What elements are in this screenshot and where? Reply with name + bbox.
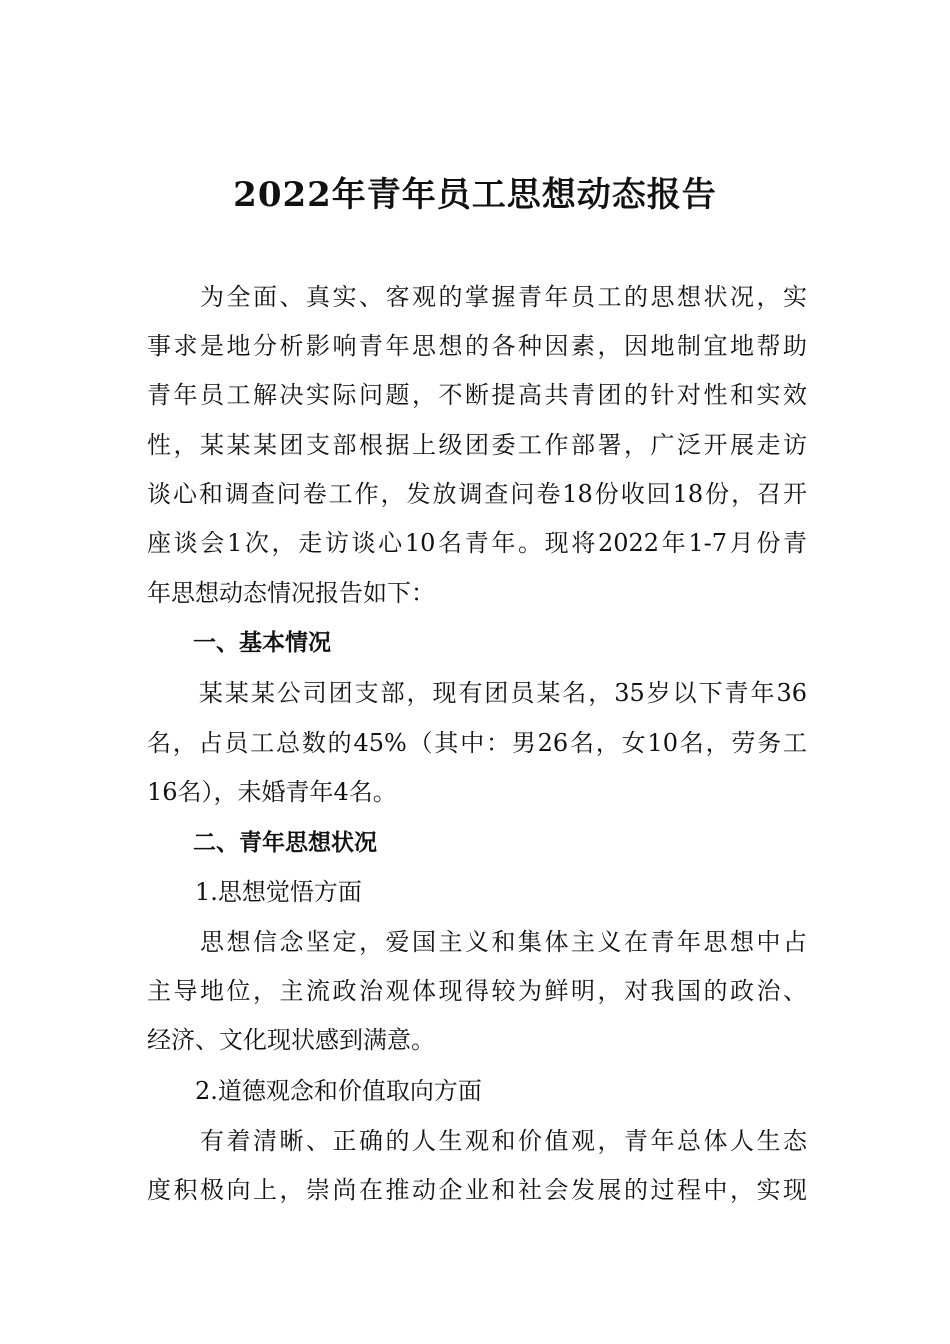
intro-line: 事求是地分析影响青年思想的各种因素，因地制宜地帮助 xyxy=(147,332,807,360)
sub2-line: 度积极向上，崇尚在推动企业和社会发展的过程中，实现 xyxy=(147,1176,807,1204)
section-heading-basic: 一、基本情况 xyxy=(147,630,331,656)
subsection-heading-values: 2.道德观念和价值取向方面 xyxy=(147,1077,482,1105)
intro-line: 性，某某某团支部根据上级团委工作部署，广泛开展走访 xyxy=(147,431,807,459)
section-heading-thought: 二、青年思想状况 xyxy=(147,830,377,856)
intro-line: 为全面、真实、客观的掌握青年员工的思想状况，实 xyxy=(147,283,807,311)
subsection-heading-awareness: 1.思想觉悟方面 xyxy=(147,878,362,906)
document-title: 2022年青年员工思想动态报告 xyxy=(233,175,717,215)
sub1-line: 主导地位，主流政治观体现得较为鲜明，对我国的政治、 xyxy=(147,977,807,1005)
sub1-line: 经济、文化现状感到满意。 xyxy=(147,1026,435,1054)
section1-line: 某某某公司团支部，现有团员某名，35岁以下青年36 xyxy=(147,679,807,707)
section1-line: 名，占员工总数的45%（其中：男26名，女10名，劳务工 xyxy=(147,729,807,757)
sub1-line: 思想信念坚定，爱国主义和集体主义在青年思想中占 xyxy=(147,928,807,956)
intro-line: 谈心和调查问卷工作，发放调查问卷18份收回18份，召开 xyxy=(147,480,807,508)
intro-line: 座谈会1次，走访谈心10名青年。现将2022年1-7月份青 xyxy=(147,529,807,557)
intro-line: 青年员工解决实际问题，不断提高共青团的针对性和实效 xyxy=(147,381,807,409)
sub2-line: 有着清晰、正确的人生观和价值观，青年总体人生态 xyxy=(147,1127,807,1155)
section1-line: 16名），未婚青年4名。 xyxy=(147,778,397,806)
intro-line: 年思想动态情况报告如下： xyxy=(147,579,435,607)
